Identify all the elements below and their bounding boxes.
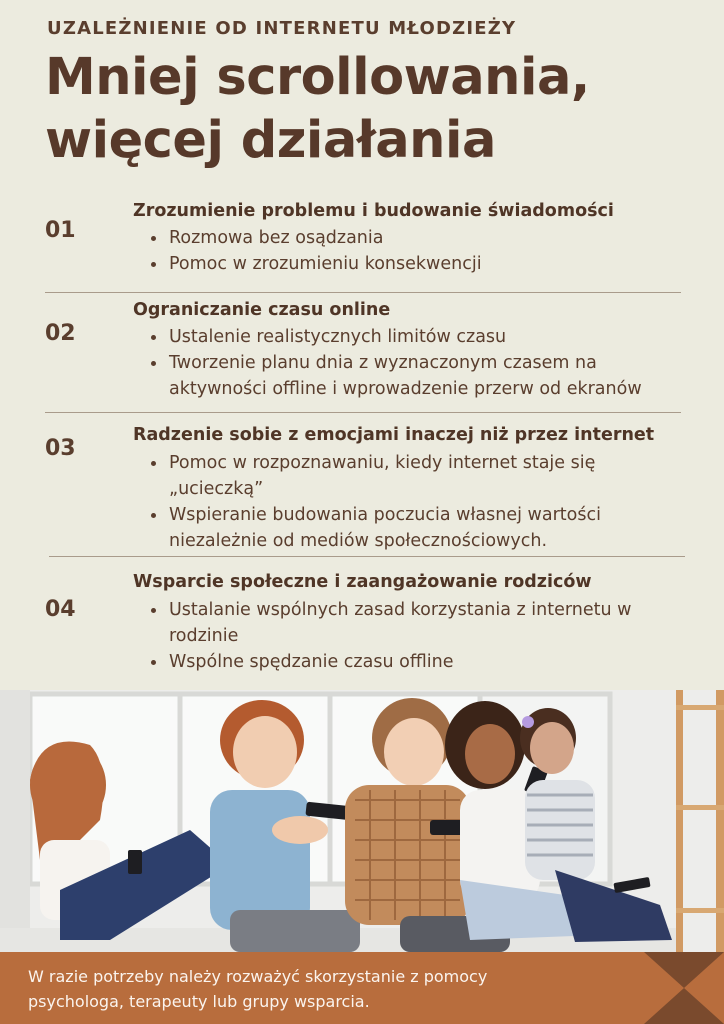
footer-banner <box>0 952 724 1024</box>
section-number: 02 <box>45 321 76 346</box>
hourglass-decoration-icon <box>644 952 724 1024</box>
section-title: Wsparcie społeczne i zaangażowanie rodziców <box>133 572 592 592</box>
list-item: Tworzenie planu dnia z wyznaczonym czasem na aktywności offline i wprowadzenie przerw od ekranów <box>148 350 688 402</box>
list-item: Ustalanie wspólnych zasad korzystania z internetu w rodzinie <box>148 597 688 649</box>
title-line-1: Mniej scrollowania, <box>45 48 590 107</box>
section-title: Zrozumienie problemu i budowanie świadomości <box>133 201 614 221</box>
section-title: Ograniczanie czasu online <box>133 300 391 320</box>
list-item: Pomoc w zrozumieniu konsekwencji <box>148 251 688 277</box>
list-item: Ustalenie realistycznych limitów czasu <box>148 324 688 350</box>
photo-illustration <box>0 690 724 952</box>
title-line-2: więcej działania <box>45 111 496 170</box>
list-item: Wspólne spędzanie czasu offline <box>148 649 688 675</box>
divider <box>49 556 685 557</box>
bullet-list <box>148 225 688 277</box>
bullet-list <box>148 597 688 675</box>
bullet-list <box>148 324 688 402</box>
bullet-list <box>148 450 688 554</box>
list-item: Rozmowa bez osądzania <box>148 225 688 251</box>
list-item: Pomoc w rozpoznawaniu, kiedy internet staje się „ucieczką” <box>148 450 688 502</box>
divider <box>45 292 681 293</box>
page-title <box>45 46 590 172</box>
section-number: 03 <box>45 436 76 461</box>
list-item: Wspieranie budowania poczucia własnej wartości niezależnie od mediów społecznościowych. <box>148 502 688 554</box>
footer-text: W razie potrzeby należy rozważyć skorzystanie z pomocy psychologa, terapeuty lub grupy wsparcia. <box>28 967 488 1011</box>
kicker: UZALEŻNIENIE OD INTERNETU MŁODZIEŻY <box>47 18 517 39</box>
section-title: Radzenie sobie z emocjami inaczej niż przez internet <box>133 425 655 445</box>
divider <box>45 412 681 413</box>
section-number: 01 <box>45 218 76 243</box>
section-number: 04 <box>45 597 76 622</box>
photo-children-with-phones <box>0 690 724 952</box>
